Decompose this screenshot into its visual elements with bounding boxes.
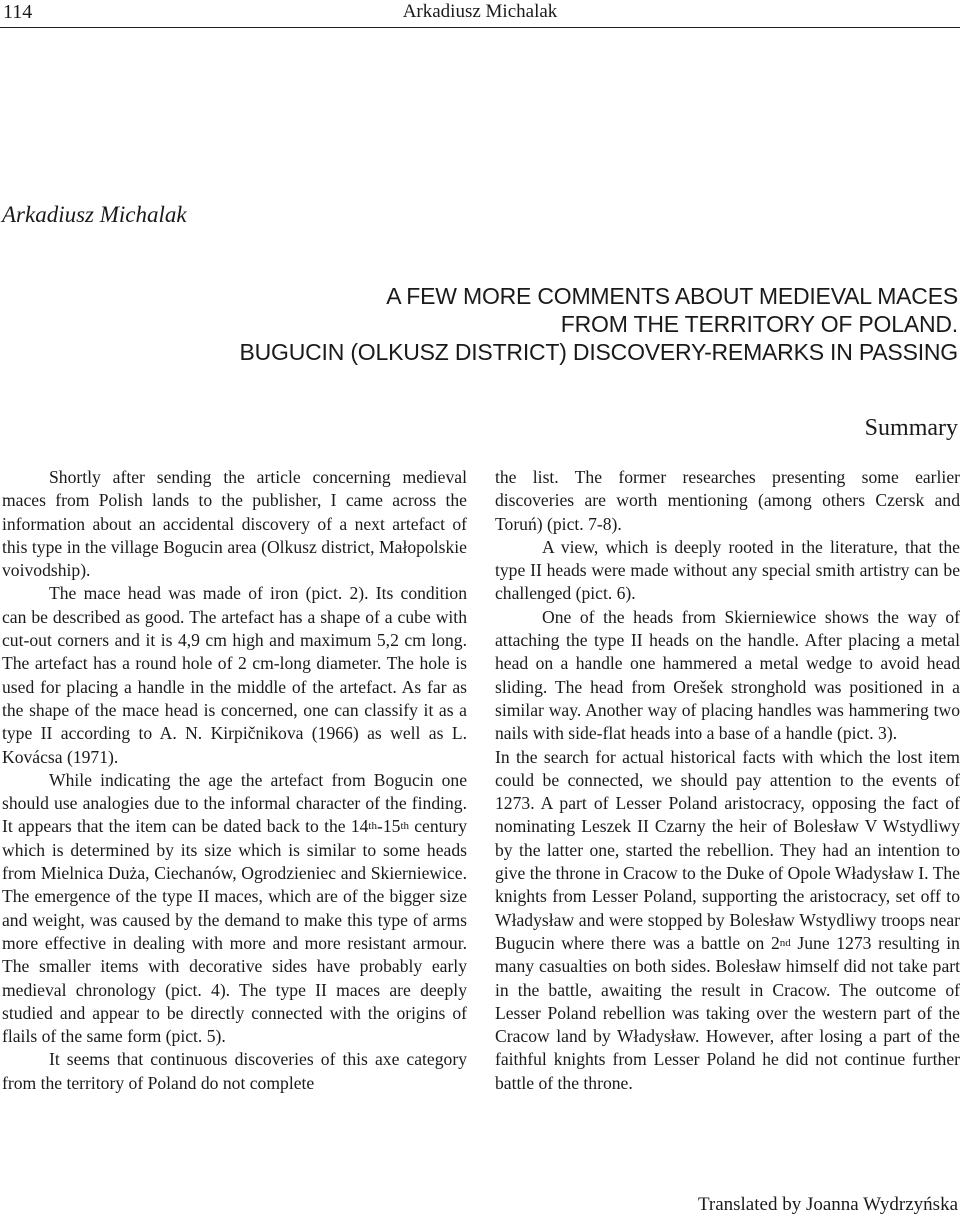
translator-credit: Translated by Joanna Wydrzyńska — [697, 1194, 958, 1215]
text-run: century which is determined by its size which is similar to some heads from Mielnica Duża, Ciechanów, Ogrodzieniec and Skierniewice. The emergence of the type II maces, which are of the bigger size and weight, was caused by the demand to make this type of arms more effective in dealing with more and more resistant armour. The smaller items with decorative sides have probably early medieval chronology (pict. 4). The type II maces are deeply studied and appear to be directly connected with the origins of flails of the same form (pict. 5). — [2, 816, 468, 1047]
paragraph — [495, 746, 960, 1095]
paragraph: It seems that continuous discoveries of this axe category from the territory of Poland do not complete — [2, 1049, 467, 1093]
title-line: BUGUCIN (OLKUSZ DISTRICT) DISCOVERY-REMARKS IN PASSING — [239, 339, 958, 365]
paragraph: the list. The former researches presenting some earlier discoveries are worth mentioning (among others Czersk and Toruń) (pict. 7-8). — [495, 467, 960, 534]
text-run: In the search for actual historical facts with which the lost item could be connected, we should pay attention to the events of 1273. A part of Lesser Poland aristocracy, opposing the fact of nominating Leszek II Czarny the heir of Bolesław V Wstydliwy by the latter one, started the rebellion. They had an intention to give the throne in Cracow to the Duke of Opole Władysław I. The knights from Lesser Poland, supporting the aristocracy, set off to Władysław and were stopped by Bolesław Wstydliwy troops near Bugucin where there was a battle on 2 — [495, 746, 960, 953]
paragraph: One of the heads from Skierniewice shows the way of attaching the type II heads on the handle. After placing a metal head on a handle one hammered a metal wedge to avoid head sliding. The head from Orešek stronghold was positioned in a similar way. Another way of placing handles was hammering two nails with side-flat heads into a base of a handle (pict. 3). — [495, 606, 960, 744]
article-author: Arkadiusz Michalak — [2, 202, 187, 227]
title-line: A FEW MORE COMMENTS ABOUT MEDIEVAL MACES — [386, 283, 958, 309]
page-number: 114 — [3, 1, 33, 23]
left-column — [2, 466, 467, 1095]
paragraph: A view, which is deeply rooted in the literature, that the type II heads were made without any special smith artistry can be challenged (pict. 6). — [495, 536, 960, 604]
paragraph — [2, 769, 467, 1049]
running-head — [0, 0, 960, 28]
superscript: nd — [779, 936, 791, 949]
article-title — [98, 282, 958, 366]
text-run: June 1273 resulting in many casualties on both sides. Bolesław himself did not take part in the battle, awaiting the result in Cracow. The outcome of Lesser Poland rebellion was taking over the western part of the Cracow land by Władysław. However, after losing a part of the faithful knights from Lesser Poland he did not continue further battle of the throne. — [495, 932, 960, 1093]
running-author: Arkadiusz Michalak — [402, 1, 558, 22]
text-run: While indicating the age the artefact from Bogucin one should use analogies due to the informal character of the finding. It appears that the item can be dated back to the 14 — [2, 769, 467, 837]
right-column — [495, 466, 960, 1095]
paragraph: The mace head was made of iron (pict. 2). Its condition can be described as good. The artefact has a shape of a cube with cut-out corners and it is 4,9 cm high and maximum 5,2 cm long. The artefact has a round hole of 2 cm-long diameter. The hole is used for placing a handle in the middle of the artefact. As far as the shape of the mace head is concerned, one can classify it as a type II according to A. N. Kirpičnikova (1966) as well as L. Kovácsa (1971). — [2, 583, 467, 767]
title-line: FROM THE TERRITORY OF POLAND. — [560, 311, 958, 337]
superscript: th — [400, 820, 409, 833]
superscript: th — [368, 820, 377, 833]
text-run: -15 — [376, 816, 401, 837]
summary-heading: Summary — [864, 415, 958, 441]
paragraph: Shortly after sending the article concerning medieval maces from Polish lands to the publisher, I came across the information about an accidental discovery of a next artefact of this type in the village Bogucin area (Olkusz district, Małopolskie voivodship). — [2, 467, 467, 581]
